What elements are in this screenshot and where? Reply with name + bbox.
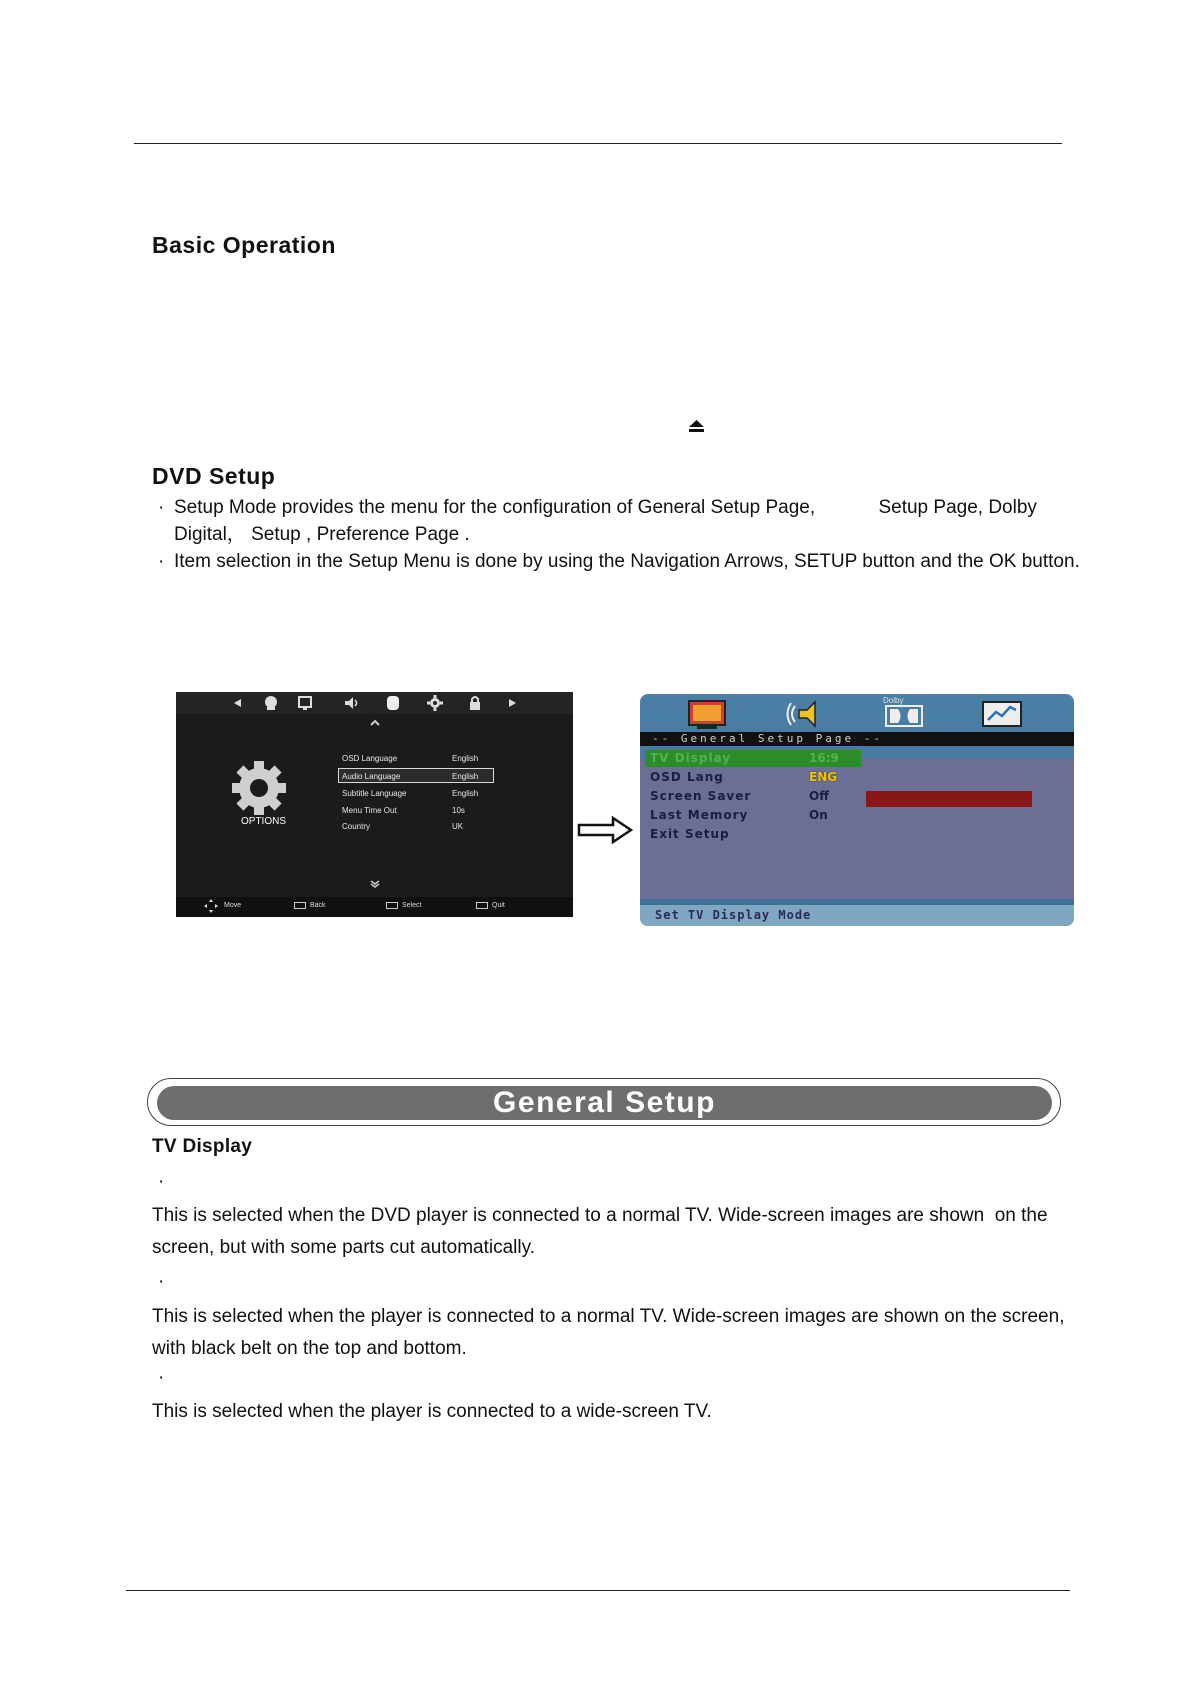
options-title: OPTIONS [241,816,287,827]
dvd-menu-value: 16:9 [809,751,839,765]
bullet-dot: · [158,1271,165,1292]
hint-select: Select [402,902,422,909]
bullet-dot: · [158,1367,165,1388]
options-menu-screenshot [176,692,573,917]
screen-icon [297,695,313,711]
select-key-icon [386,902,398,909]
dolby-label: Dolby [883,696,904,705]
right-arrow-icon [504,695,520,711]
dvd-general-setup-screenshot [640,694,1074,926]
options-row-value: English [452,754,479,763]
basic-operation-heading: Basic Operation [152,232,336,258]
back-key-icon [294,902,306,909]
speaker-setup-tab-icon [785,698,829,730]
options-row-label: OSD Language [342,754,398,763]
dvd-menu-item: Exit Setup [650,827,730,841]
dvd-menu-header [640,732,1074,746]
options-row-label: Menu Time Out [342,806,397,815]
timer-icon [385,695,401,711]
right-arrow-icon [577,816,633,844]
general-setup-tab-icon [685,698,729,730]
scroll-up-icon [370,719,380,727]
dvd-setup-bullet [158,494,1078,548]
bullet-dot: · [158,497,165,518]
options-row-value: UK [452,822,464,831]
lock-icon [467,695,483,711]
dvd-menu-footer-text: Set TV Display Mode [655,908,812,922]
bullet-dot: · [158,1171,165,1192]
dvd-menu-footer [640,905,1074,926]
tv-display-paragraph: This is selected when the DVD player is connected to a normal TV. Wide-screen images are shown on the screen, but with some parts cut automatically. [152,1205,1053,1258]
options-row-value: English [452,789,479,798]
dvd-menu-item: OSD Lang [650,770,724,784]
gear-icon [427,695,443,711]
dvd-menu-header-text: -- General Setup Page -- [652,732,883,745]
move-icon [204,899,218,913]
hint-move: Move [224,902,242,909]
top-rule [134,143,1062,144]
dvd-menu-value: Off [809,789,829,803]
options-row-label: Audio Language [342,772,401,781]
scroll-down-icon [370,880,380,888]
dvd-red-option-bar [866,791,1032,807]
bullet-dot: · [158,551,165,572]
options-row-label: Country [342,822,371,831]
dvd-menu-item: Last Memory [650,808,749,822]
hint-back: Back [310,902,326,909]
speaker-icon [343,695,359,711]
dvd-menu-item: TV Display [650,751,732,765]
hint-quit: Quit [492,902,505,909]
picture-icon [263,695,279,711]
left-arrow-icon [230,695,246,711]
tv-display-paragraph: This is selected when the player is connected to a normal TV. Wide-screen images are shown on the screen, with black belt on the top and bottom. [152,1306,1065,1359]
options-row-label: Subtitle Language [342,789,407,798]
eject-icon [689,420,704,432]
general-setup-banner-title: General Setup [493,1086,716,1119]
dvd-setup-bullet [158,548,1078,602]
dvd-menu-value: On [809,808,828,822]
tv-display-heading: TV Display [152,1136,253,1157]
bottom-rule [126,1590,1070,1591]
dvd-menu-value: ENG [809,770,838,784]
preference-tab-icon [980,698,1024,730]
options-gear-icon [228,757,290,819]
dolby-tab-icon [882,704,926,728]
options-row-value: English [452,772,479,781]
options-row-value: 10s [452,806,465,815]
tv-display-paragraph: This is selected when the player is connected to a wide-screen TV. [152,1401,712,1422]
quit-key-icon [476,902,488,909]
dvd-menu-item: Screen Saver [650,789,752,803]
bullet-text: Item selection in the Setup Menu is done by using the Navigation Arrows, SETUP button and the OK button. [174,551,1080,572]
dvd-setup-heading: DVD Setup [152,463,276,489]
bullet-text: Setup Mode provides the menu for the configuration of General Setup Page, Setup Page, Dolby Digital， Setup , Preference Page . [174,497,1043,545]
